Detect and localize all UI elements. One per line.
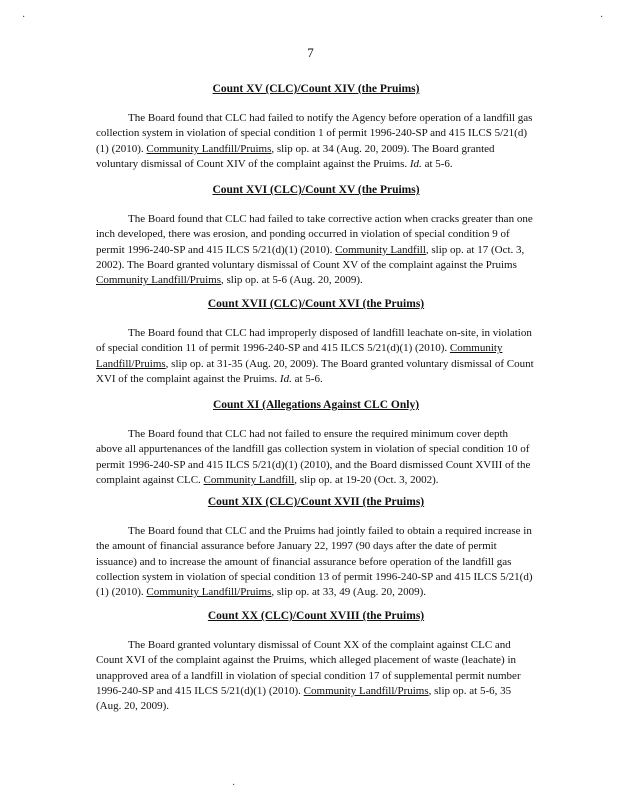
case-citation: Community Landfill/Pruims bbox=[303, 684, 429, 697]
scan-speck: · bbox=[22, 12, 26, 23]
section-count-xvi bbox=[96, 183, 536, 288]
case-citation: Community Landfill/Pruims bbox=[96, 274, 221, 287]
section-heading: Count XX (CLC)/Count XVIII (the Pruims) bbox=[207, 610, 425, 622]
section-paragraph: The Board found that CLC had improperly disposed of landfill leachate on-site, in violation of special condition 11 of permit 1996-240-SP and 415 ILCS 5/21(d)(1) (2010). Community Landfill/Pruims, slip op. at 31-35 (Aug. 20, 2009). The Board granted voluntary dismissal of Count XVI of the complaint against the Pruims. Id. at 5-6. bbox=[96, 327, 534, 385]
section-heading: Count XVI (CLC)/Count XV (the Pruims) bbox=[212, 184, 420, 196]
id-citation: Id. bbox=[279, 372, 292, 385]
case-citation: Community Landfill/Pruims bbox=[146, 586, 272, 599]
page-number: 7 bbox=[307, 45, 314, 60]
id-citation: Id. bbox=[409, 157, 422, 170]
case-citation: Community Landfill bbox=[203, 473, 295, 486]
section-paragraph: The Board granted voluntary dismissal of Count XX of the complaint against CLC and Count XVI of the complaint against the Pruims, which alleged placement of waste (leachate) in unapproved area of a landfill in violation of special condition 17 of supplemental permit number 1996-240-SP and 415 ILCS 5/21(d)(1) (2010). Community Landfill/Pruims, slip op. at 5-6, 35 (Aug. 20, 2009). bbox=[96, 639, 521, 713]
section-paragraph: The Board found that CLC had failed to take corrective action when cracks greater than one inch developed, there was erosion, and ponding occurred in violation of special condition 9 of permit 1996-240-SP and 415 ILCS 5/21(d)(1) (2010). Community Landfill, slip op. at 17 (Oct. 3, 2002). The Board granted voluntary dismissal of Count XV of the complaint against the Pruims Community Landfill/Pruims, slip op. at 5-6 (Aug. 20, 2009). bbox=[96, 213, 533, 287]
case-citation: Community Landfill/Pruims bbox=[96, 342, 503, 370]
section-heading: Count XVII (CLC)/Count XVI (the Pruims) bbox=[207, 298, 425, 310]
section-count-xx bbox=[96, 609, 536, 714]
section-paragraph: The Board found that CLC and the Pruims had jointly failed to obtain a required increase in the amount of financial assurance before January 22, 1997 (90 days after the date of permit issuance) and to increase the amount of financial assurance before operation of the landfill gas collection system in violation of special condition 13 of permit 1996-240-SP and 415 ILCS 5/21(d)(1) (2010). Community Landfill/Pruims, slip op. at 33, 49 (Aug. 20, 2009). bbox=[96, 525, 533, 599]
section-paragraph: The Board found that CLC had not failed to ensure the required minimum cover depth above all appurtenances of the landfill gas collection system in violation of special condition 10 of permit 1996-240-SP and 415 ILCS 5/21(d)(1) (2010), and the Board dismissed Count XVIII of the complaint against CLC. Community Landfill, slip op. at 19-20 (Oct. 3, 2002). bbox=[96, 428, 531, 486]
section-heading: Count XIX (CLC)/Count XVII (the Pruims) bbox=[207, 496, 425, 508]
scan-speck: · bbox=[232, 780, 236, 791]
section-count-xi bbox=[96, 398, 536, 488]
section-heading: Count XI (Allegations Against CLC Only) bbox=[212, 399, 420, 411]
case-citation: Community Landfill/Pruims bbox=[146, 142, 272, 155]
scan-speck: · bbox=[600, 12, 604, 23]
section-count-xvii bbox=[96, 297, 536, 387]
section-heading: Count XV (CLC)/Count XIV (the Pruims) bbox=[212, 83, 420, 95]
section-count-xv bbox=[96, 82, 536, 172]
case-citation: Community Landfill bbox=[335, 243, 426, 256]
section-paragraph: The Board found that CLC had failed to notify the Agency before operation of a landfill gas collection system in violation of special condition 1 of permit 1996-240-SP and 415 ILCS 5/21(d)(1) (2010). Community Landfill/Pruims, slip op. at 34 (Aug. 20, 2009). The Board granted voluntary dismissal of Count XIV of the complaint against the Pruims. Id. at 5-6. bbox=[96, 112, 533, 170]
section-count-xix bbox=[96, 495, 536, 600]
